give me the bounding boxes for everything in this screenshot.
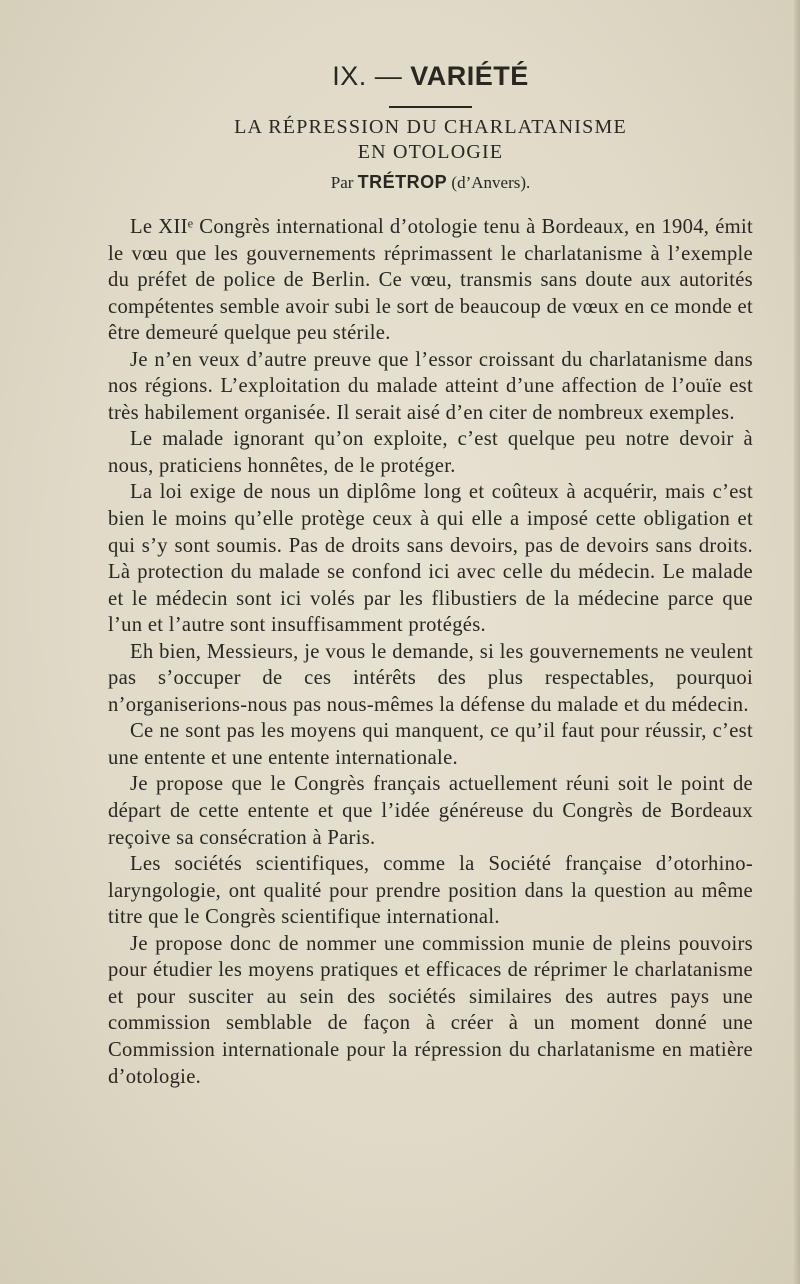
author-affiliation: (d’Anvers).	[451, 173, 531, 192]
byline	[108, 170, 753, 195]
section-heading	[108, 56, 753, 96]
paragraph-3: Le malade ignorant qu’on exploite, c’est quelque peu notre devoir à nous, praticiens honnêtes, de le protéger.	[108, 428, 753, 477]
byline-prefix: Par	[330, 173, 354, 192]
page-edge	[794, 0, 800, 1284]
paragraph-2: Je n’en veux d’autre preuve que l’essor croissant du charlatanisme dans nos régions. L’exploitation du malade atteint d’une affection de l’ouïe est très habilement organisée. Il serait aisé d’en citer de nombreux exemples.	[108, 348, 753, 424]
paragraph-1: Le XIIᵉ Congrès international d’otologie tenu à Bordeaux, en 1904, émit le vœu que les gouvernements réprimassent le charlatanisme à l’exemple du préfet de police de Berlin. Ce vœu, transmis sans doute aux autorités compétentes semble avoir subi le sort de beaucoup de vœux en ce monde et être demeuré quelque peu stérile.	[108, 216, 753, 345]
paragraph-5: Eh bien, Messieurs, je vous le demande, si les gouvernements ne veulent pas s’occuper de ces intérêts des plus respectables, pourquoi n’organiserions-nous pas nous-mêmes la défense du malade et du médecin.	[108, 640, 753, 716]
article-body	[108, 214, 753, 1090]
author-name: TRÉTROP	[357, 172, 448, 192]
paragraph-8: Les sociétés scientifiques, comme la Société française d’otorhino-laryngologie, ont qualité pour prendre position dans la question au même titre que le Congrès scientifique international.	[108, 853, 753, 929]
paragraph-7: Je propose que le Congrès français actuellement réuni soit le point de départ de cette entente et que l’idée généreuse du Congrès de Bordeaux reçoive sa consécration à Paris.	[108, 773, 753, 849]
article-title-line-2: EN OTOLOGIE	[357, 141, 504, 163]
paragraph-4: La loi exige de nous un diplôme long et coûteux à acquérir, mais c’est bien le moins qu’elle protège ceux à qui elle a imposé cette obligation et qui s’y sont soumis. Pas de droits sans devoirs, pas de devoirs sans droits. Là protection du malade se confond ici avec celle du médecin. Le malade et le médecin sont ici volés par les flibustiers de la médecine parce que l’un et l’autre sont insuffisamment protégés.	[108, 481, 753, 637]
section-name: VARIÉTÉ	[410, 61, 529, 91]
title-divider	[389, 106, 472, 108]
section-number: IX. —	[332, 61, 403, 91]
paragraph-6: Ce ne sont pas les moyens qui manquent, ce qu’il faut pour réussir, c’est une entente et une entente internationale.	[108, 720, 753, 769]
article-title	[108, 115, 753, 165]
article-title-line-1: LA RÉPRESSION DU CHARLATANISME	[234, 116, 627, 138]
paragraph-9: Je propose donc de nommer une commission munie de pleins pouvoirs pour étudier les moyens pratiques et efficaces de réprimer le charlatanisme et pour susciter au sein des sociétés similaires des autres pays une commission semblable de façon à créer à un moment donné une Commission internationale pour la répression du charlatanisme en matière d’otologie.	[108, 932, 753, 1088]
